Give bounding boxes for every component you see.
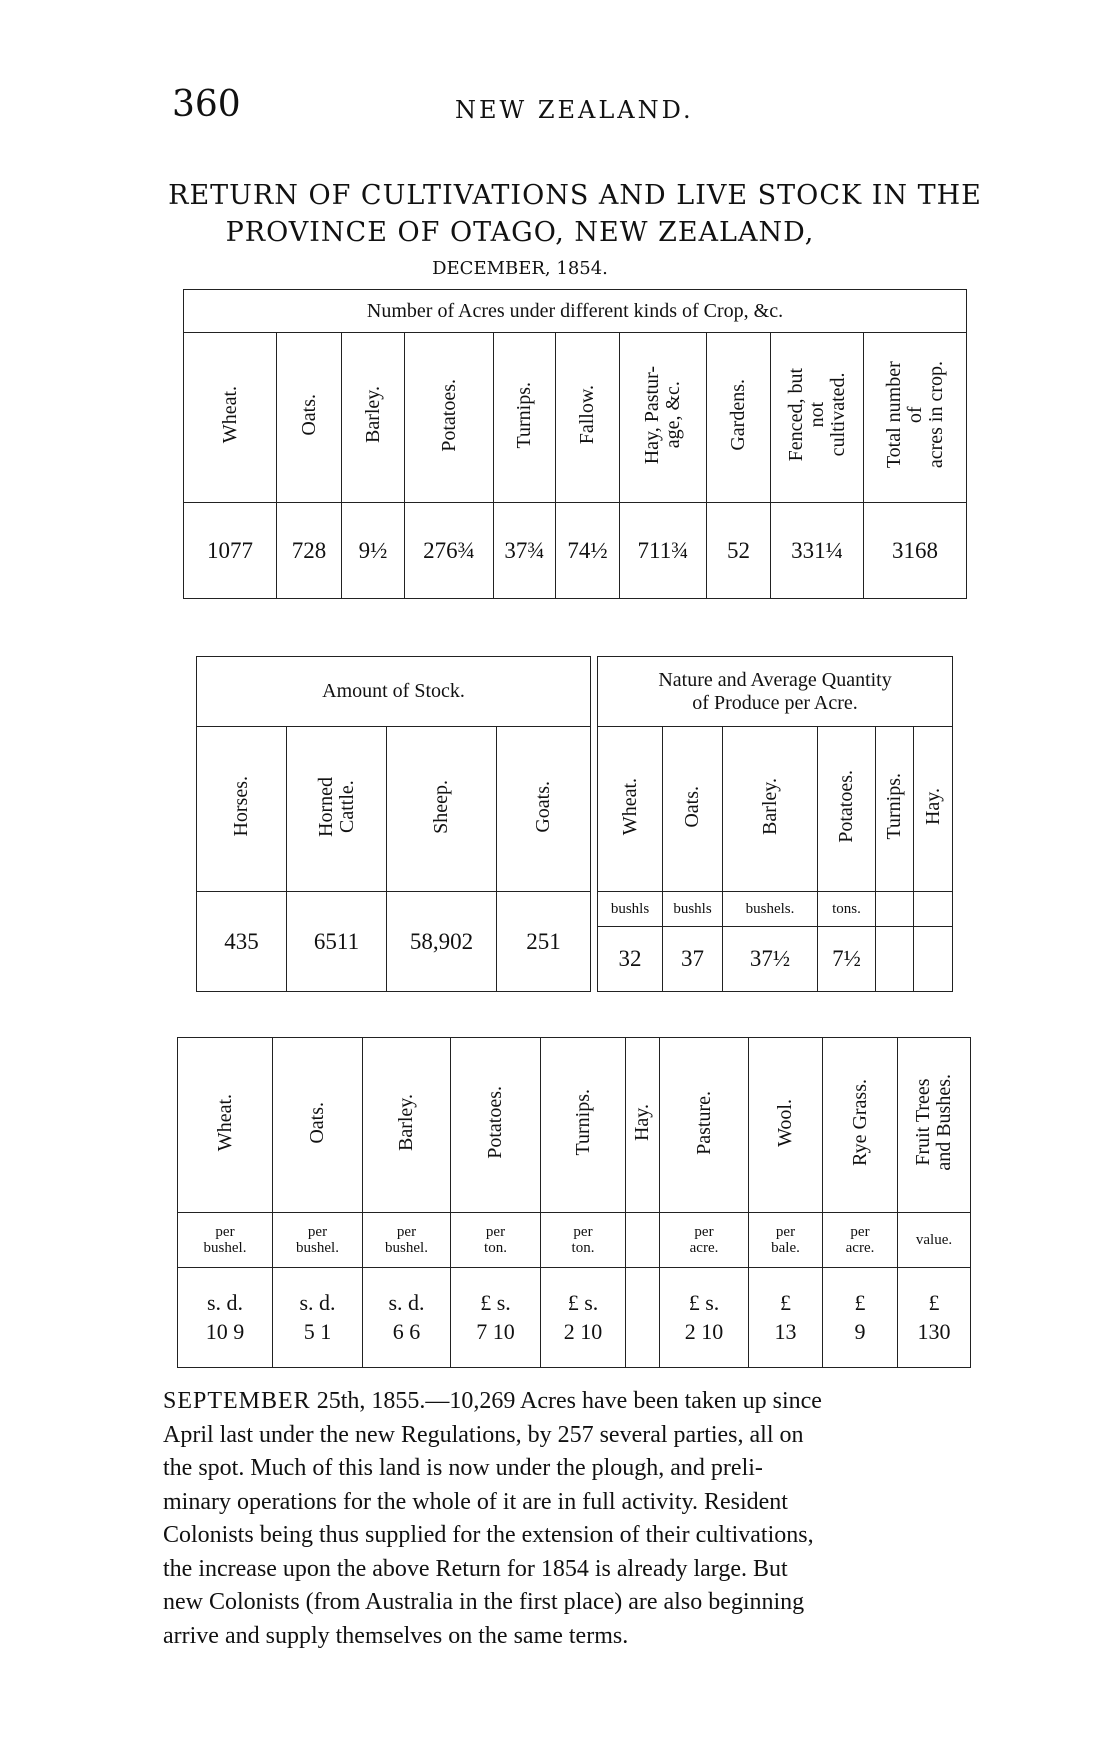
- prices-value: £ 13: [749, 1268, 823, 1368]
- prices-unit: per bushel.: [178, 1213, 273, 1268]
- crops-value: 331¼: [771, 503, 864, 599]
- produce-value: [914, 927, 953, 992]
- crops-value: 711¾: [620, 503, 707, 599]
- crops-header: [342, 333, 405, 503]
- crops-header-label: Wheat.: [218, 386, 241, 444]
- prices-unit: per acre.: [823, 1213, 898, 1268]
- paragraph-line: April last under the new Regulations, by 257 several parties, all on: [163, 1421, 804, 1448]
- produce-value: 7½: [818, 927, 876, 992]
- produce-header: [663, 727, 723, 892]
- prices-unit: per ton.: [451, 1213, 541, 1268]
- stock-table: [196, 656, 591, 992]
- prices-header: [178, 1038, 273, 1213]
- stock-header-label: Sheep.: [430, 779, 452, 834]
- paragraph-line: minary operations for the whole of it are in full activity. Resident: [163, 1488, 788, 1515]
- crops-value: 728: [277, 503, 342, 599]
- prices-header-label: Turnips.: [571, 1089, 594, 1156]
- crops-header-label: Fallow.: [576, 385, 598, 445]
- crops-header-label: Gardens.: [727, 379, 749, 451]
- prices-value: £ s. 7 10: [451, 1268, 541, 1368]
- crops-header: [707, 333, 771, 503]
- crops-header-label: Oats.: [297, 394, 320, 436]
- prices-unit: per ton.: [541, 1213, 626, 1268]
- stock-header: [287, 727, 387, 892]
- prices-header-label: Wool.: [774, 1098, 796, 1147]
- paragraph-lead: SEPTEMBER: [163, 1388, 311, 1414]
- crops-header: [620, 333, 707, 503]
- prices-unit: [626, 1213, 660, 1268]
- produce-header: [914, 727, 953, 892]
- crops-header-label: Turnips.: [513, 381, 535, 449]
- prices-unit: per bushel.: [363, 1213, 451, 1268]
- crops-header: [184, 333, 277, 503]
- stock-value: 58,902: [387, 892, 497, 992]
- crops-value: 74½: [556, 503, 620, 599]
- prices-header: [273, 1038, 363, 1213]
- produce-header-label: Potatoes.: [835, 770, 857, 843]
- stock-header: [387, 727, 497, 892]
- prices-header-label: Rye Grass.: [848, 1079, 871, 1166]
- body-paragraph: [163, 1385, 973, 1653]
- produce-header-label: Hay.: [921, 787, 944, 826]
- crops-header-label: Potatoes.: [437, 378, 460, 452]
- prices-value: £ 9: [823, 1268, 898, 1368]
- table-title-line-2: PROVINCE OF OTAGO, NEW ZEALAND,: [225, 217, 815, 248]
- crops-header: [277, 333, 342, 503]
- prices-header: [660, 1038, 749, 1213]
- prices-unit: per acre.: [660, 1213, 749, 1268]
- prices-header: [626, 1038, 660, 1213]
- stock-header: [197, 727, 287, 892]
- produce-header: [598, 727, 663, 892]
- crops-header-label: Total number of acres in crop.: [882, 361, 947, 469]
- prices-header-label: Fruit Trees and Bushes.: [912, 1074, 955, 1171]
- crops-value: 37¾: [494, 503, 556, 599]
- crops-value: 276¾: [405, 503, 494, 599]
- prices-unit: per bushel.: [273, 1213, 363, 1268]
- prices-value: s. d. 6 6: [363, 1268, 451, 1368]
- crops-value: 52: [707, 503, 771, 599]
- stock-value: 435: [197, 892, 287, 992]
- produce-header: [723, 727, 818, 892]
- produce-table: [597, 656, 953, 992]
- produce-unit: tons.: [818, 892, 876, 927]
- prices-header-label: Hay.: [631, 1103, 653, 1142]
- prices-header-label: Pasture.: [692, 1090, 715, 1155]
- prices-header: [541, 1038, 626, 1213]
- paragraph-line-text: 25th, 1855.—10,269 Acres have been taken up since: [310, 1388, 822, 1414]
- paragraph-line: new Colonists (from Australia in the first place) are also beginning: [163, 1589, 805, 1615]
- prices-unit: value.: [898, 1213, 971, 1268]
- prices-value: £ s. 2 10: [660, 1268, 749, 1368]
- prices-value: £ s. 2 10: [541, 1268, 626, 1368]
- produce-value: 37½: [723, 927, 818, 992]
- prices-table: [177, 1037, 971, 1368]
- stock-value: 6511: [287, 892, 387, 992]
- crops-header-label: Hay, Pastur- age, &c.: [641, 365, 684, 465]
- produce-caption: Nature and Average Quantity of Produce per Acre.: [598, 657, 953, 727]
- prices-value: s. d. 10 9: [178, 1268, 273, 1368]
- paragraph-line: the increase upon the above Return for 1854 is already large. But: [163, 1555, 788, 1582]
- crops-caption: Number of Acres under different kinds of Crop, &c.: [184, 290, 967, 333]
- prices-value: [626, 1268, 660, 1368]
- produce-header-label: Turnips.: [883, 773, 905, 840]
- produce-unit: bushls: [663, 892, 723, 927]
- crops-header: [771, 333, 864, 503]
- prices-header-label: Barley.: [395, 1093, 417, 1151]
- table-date: DECEMBER, 1854.: [432, 258, 608, 279]
- paragraph-line: the spot. Much of this land is now under the plough, and preli-: [163, 1455, 763, 1481]
- paragraph-line: [163, 1385, 973, 1419]
- produce-header-label: Barley.: [758, 777, 781, 835]
- running-head: NEW ZEALAND.: [455, 96, 694, 124]
- produce-unit: bushls: [598, 892, 663, 927]
- prices-header: [823, 1038, 898, 1213]
- crops-value: 1077: [184, 503, 277, 599]
- produce-unit: bushels.: [723, 892, 818, 927]
- produce-header: [818, 727, 876, 892]
- produce-value: [876, 927, 914, 992]
- prices-header-label: Wheat.: [213, 1093, 236, 1152]
- stock-header-label: Goats.: [532, 780, 555, 833]
- produce-header-label: Wheat.: [618, 777, 641, 836]
- paragraph-line: arrive and supply themselves on the same terms.: [163, 1622, 629, 1649]
- produce-value: 37: [663, 927, 723, 992]
- paragraph-line: Colonists being thus supplied for the extension of their cultivations,: [163, 1522, 814, 1548]
- crops-header-label: Fenced, but not cultivated.: [784, 368, 849, 462]
- stock-header-label: Horned Cattle.: [314, 776, 358, 837]
- stock-header: [497, 727, 591, 892]
- table-title-line-1: RETURN OF CULTIVATIONS AND LIVE STOCK IN THE: [168, 180, 982, 211]
- crops-header: [405, 333, 494, 503]
- produce-header-label: Oats.: [681, 785, 703, 828]
- crops-table: [183, 289, 967, 599]
- produce-value: 32: [598, 927, 663, 992]
- prices-header-label: Potatoes.: [484, 1086, 506, 1159]
- prices-value: £ 130: [898, 1268, 971, 1368]
- stock-value: 251: [497, 892, 591, 992]
- page-number: 360: [172, 84, 241, 125]
- prices-header: [898, 1038, 971, 1213]
- stock-caption: Amount of Stock.: [197, 657, 591, 727]
- prices-header: [451, 1038, 541, 1213]
- crops-header: [494, 333, 556, 503]
- crops-value: 9½: [342, 503, 405, 599]
- crops-header: [556, 333, 620, 503]
- produce-unit: [876, 892, 914, 927]
- crops-header-label: Barley.: [361, 386, 384, 444]
- prices-unit: per bale.: [749, 1213, 823, 1268]
- prices-header: [363, 1038, 451, 1213]
- produce-unit: [914, 892, 953, 927]
- crops-value: 3168: [864, 503, 967, 599]
- stock-header-label: Horses.: [230, 776, 252, 837]
- prices-header-label: Oats.: [306, 1101, 328, 1144]
- prices-header: [749, 1038, 823, 1213]
- produce-header: [876, 727, 914, 892]
- crops-header: [864, 333, 967, 503]
- prices-value: s. d. 5 1: [273, 1268, 363, 1368]
